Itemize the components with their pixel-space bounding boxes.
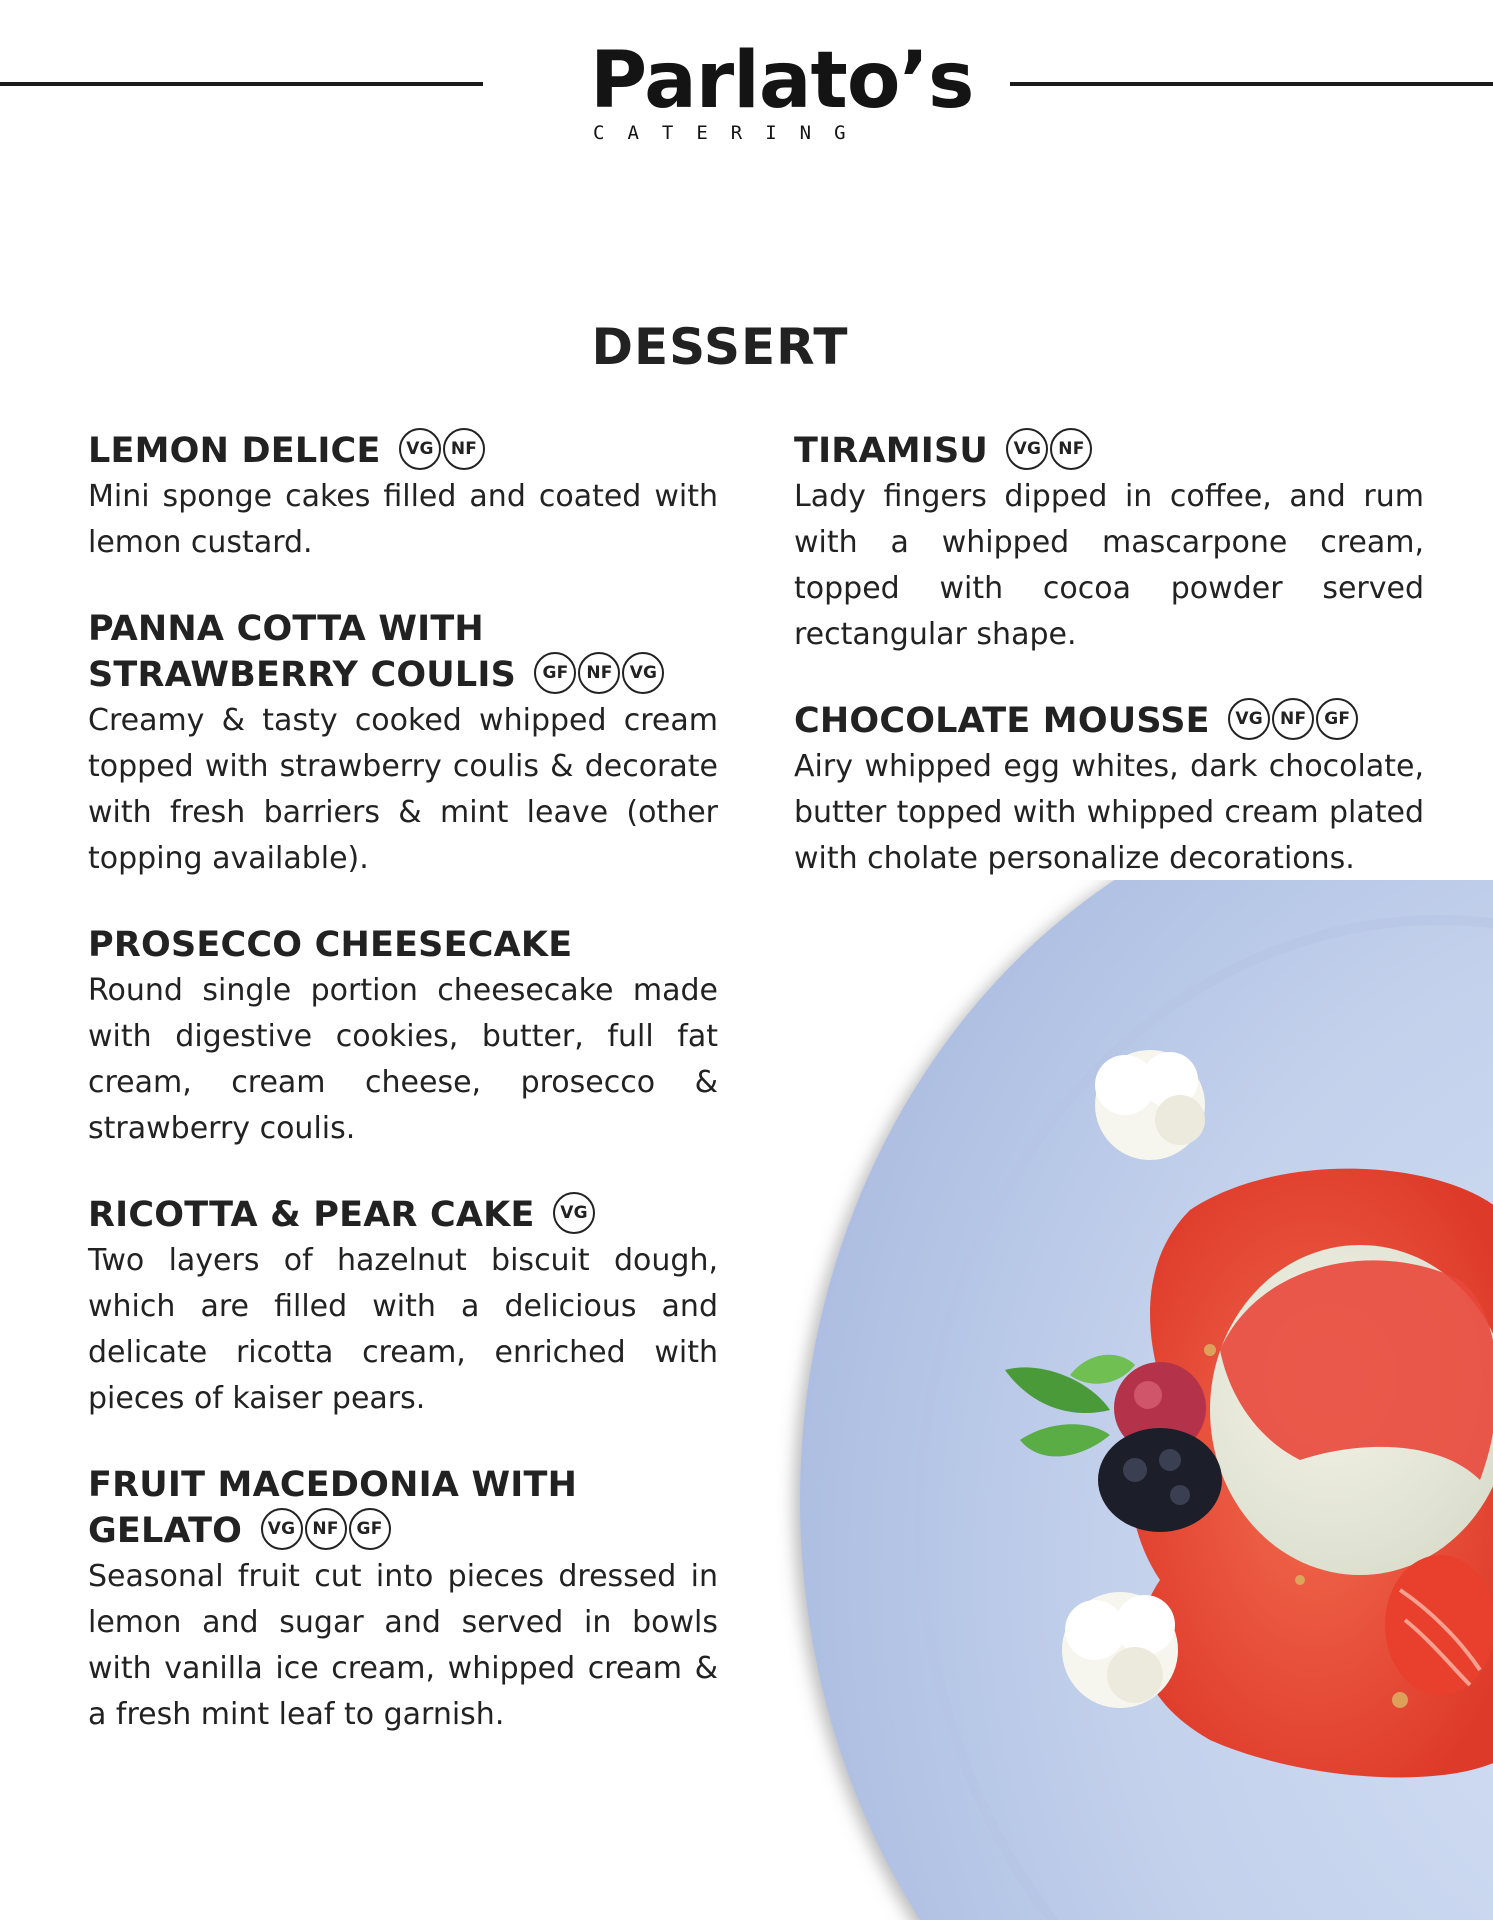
item-name	[794, 698, 1424, 744]
item-description: Two layers of hazelnut biscuit dough, which are filled with a delicious and delicate ricotta cream, enriched with pieces of kaiser pears.	[88, 1243, 718, 1416]
whipped-cream-bottom	[1062, 1592, 1178, 1708]
diet-badges	[259, 1508, 391, 1554]
item-name-text: TIRAMISU	[794, 431, 989, 471]
diet-badge: VG	[1228, 698, 1270, 740]
header-rule-left	[0, 82, 483, 86]
item-description: Round single portion cheesecake made with digestive cookies, butter, full fat cream, cream cheese, prosecco & strawberry coulis.	[88, 973, 718, 1146]
panna-cotta-plate-image	[740, 880, 1493, 1920]
menu-item	[794, 698, 1424, 882]
item-name-text: PROSECCO CHEESECAKE	[88, 925, 573, 965]
diet-badge: GF	[1316, 698, 1358, 740]
menu-column-right	[794, 428, 1424, 922]
diet-badge: VG	[622, 652, 664, 694]
diet-badge: NF	[443, 428, 485, 470]
item-name	[88, 606, 718, 698]
item-description: Mini sponge cakes filled and coated with lemon custard.	[88, 479, 718, 560]
item-description: Seasonal fruit cut into pieces dressed in lemon and sugar and served in bowls with vanilla ice cream, whipped cream & a fresh mint leaf to garnish.	[88, 1559, 718, 1732]
item-description: Creamy & tasty cooked whipped cream topped with strawberry coulis & decorate with fresh barriers & mint leave (other topping available).	[88, 703, 718, 876]
diet-badge: VG	[261, 1508, 303, 1550]
brand-logo	[560, 36, 974, 146]
item-name	[88, 1192, 718, 1238]
diet-badge: GF	[349, 1508, 391, 1550]
diet-badge: NF	[578, 652, 620, 694]
brand-name: Parlato’s	[590, 36, 974, 126]
dessert-photo	[740, 880, 1493, 1920]
diet-badges	[532, 652, 664, 698]
item-name	[88, 922, 718, 968]
diet-badges	[1226, 698, 1358, 744]
item-name-text: CHOCOLATE MOUSSE	[794, 701, 1210, 741]
item-name	[88, 1462, 718, 1554]
menu-column-left	[88, 428, 718, 1778]
item-description: Lady fingers dipped in coffee, and rum with a whipped mascarpone cream, topped with cocoa powder served rectangular shape.	[794, 479, 1424, 652]
item-name-text: FRUIT MACEDONIA WITH GELATO	[88, 1465, 578, 1551]
item-name-text: RICOTTA & PEAR CAKE	[88, 1195, 535, 1235]
diet-badge: NF	[1272, 698, 1314, 740]
menu-item	[88, 428, 718, 566]
item-name-text: PANNA COTTA WITH STRAWBERRY COULIS	[88, 609, 517, 695]
menu-item	[88, 922, 718, 1152]
section-title: DESSERT	[591, 318, 849, 376]
diet-badges	[551, 1192, 595, 1238]
diet-badges	[1004, 428, 1092, 474]
brand-tagline: CATERING	[593, 122, 869, 144]
diet-badge: NF	[305, 1508, 347, 1550]
diet-badge: VG	[1006, 428, 1048, 470]
diet-badges	[397, 428, 485, 474]
blackberry	[1098, 1428, 1222, 1532]
header-rule-right	[1010, 82, 1493, 86]
item-name	[794, 428, 1424, 474]
menu-item	[794, 428, 1424, 658]
menu-item	[88, 606, 718, 882]
whipped-cream-top	[1095, 1050, 1205, 1160]
item-name	[88, 428, 718, 474]
item-name-text: LEMON DELICE	[88, 431, 381, 471]
diet-badge: NF	[1050, 428, 1092, 470]
menu-item	[88, 1192, 718, 1422]
diet-badge: GF	[534, 652, 576, 694]
menu-item	[88, 1462, 718, 1738]
diet-badge: VG	[399, 428, 441, 470]
diet-badge: VG	[553, 1192, 595, 1234]
item-description: Airy whipped egg whites, dark chocolate, butter topped with whipped cream plated with cholate personalize decorations.	[794, 749, 1424, 876]
sliced-strawberry	[1385, 1555, 1493, 1695]
